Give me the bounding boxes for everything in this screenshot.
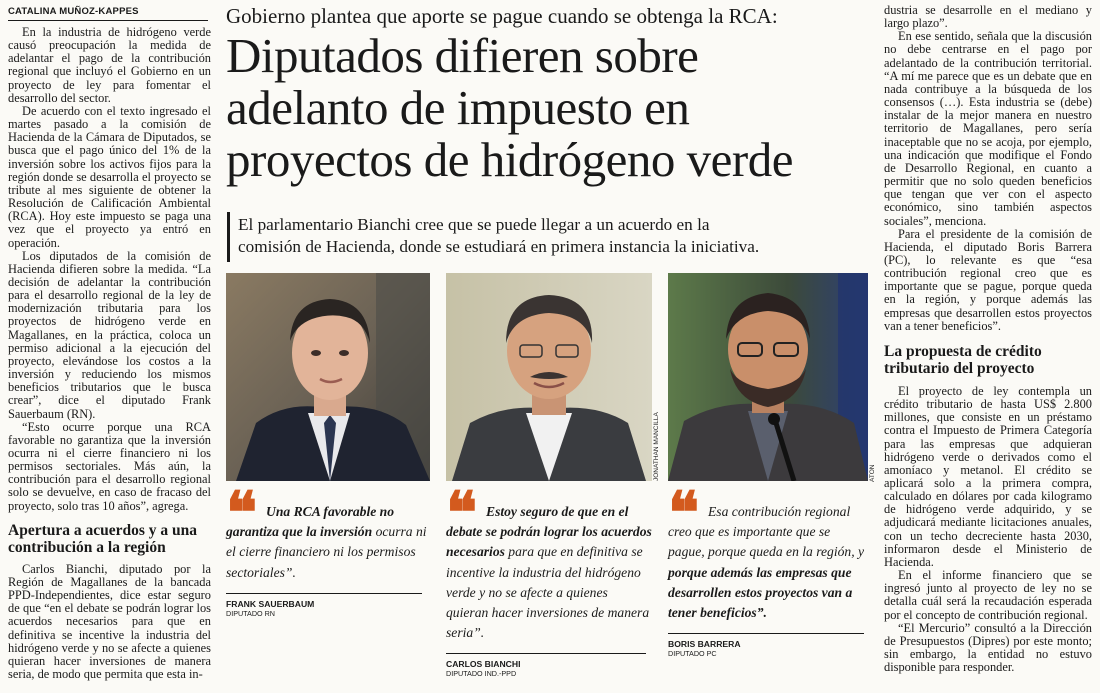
pull-quote-2 bbox=[446, 481, 652, 679]
quote-regular: para que en definitiva se incentive la industria del hidrógeno verde y no se afecte a quienes quieran hacer inversiones de manera seria”. bbox=[446, 544, 650, 641]
paragraph: Para el presidente de la comisión de Hacienda, el diputado Boris Barrera (PC), lo relevante es que “esa contribución regional creo que es importante que se pague, porque queda en la región, y porque además las empresas que desarrollen estos proyectos van a tener beneficios”. bbox=[884, 226, 1092, 333]
photo-frank-sauerbaum bbox=[226, 273, 430, 481]
paragraph: Carlos Bianchi, diputado por la Región de Magallanes de la bancada PPD-Independientes, dice estar seguro de que “en el debate se podrán lograr los acuerdos necesarios para que en definitiva se incentive la industria del hidrógeno verde y no se afecte a quienes quieran hacer inversiones de manera seria, de modo que permita que esta in- bbox=[8, 561, 211, 682]
headline bbox=[226, 30, 866, 186]
photo-boris-barrera bbox=[668, 273, 868, 481]
byline-rule bbox=[8, 20, 208, 21]
paragraph: dustria se desarrolle en el mediano y largo plazo”. bbox=[884, 4, 1092, 31]
deck-line: El parlamentario Bianchi cree que se puede llegar a un acuerdo en la bbox=[238, 215, 710, 234]
quote-mark-icon: ❝ bbox=[446, 481, 478, 546]
quote-mark-icon: ❝ bbox=[668, 481, 700, 546]
quote-bold: Estoy seguro de que en el debate se podrán lograr los acuerdos necesarios bbox=[446, 504, 652, 560]
photo-credit: JONATHAN MANCILLA bbox=[653, 412, 660, 481]
paragraph: “Esto ocurre porque una RCA favorable no garantiza que la inversión ocurra ni el cierre financiero ni los permisos sectoriales. Más aún, la contribución para el desarrollo regional solo se devuelve, en caso de fracaso del proyecto, solo tras 10 años”, agrega. bbox=[8, 419, 211, 513]
quote-mark-icon: ❝ bbox=[226, 481, 258, 546]
quote-role: DIPUTADO RN bbox=[226, 608, 275, 618]
kicker: Gobierno plantea que aporte se pague cuando se obtenga la RCA: bbox=[226, 4, 778, 28]
quote-regular: ocurra ni el cierre financiero ni los permisos sectoriales”. bbox=[226, 524, 427, 580]
headline-line: adelanto de impuesto en bbox=[226, 80, 690, 135]
quote-bold: Una RCA favorable no garantiza que la inversión bbox=[226, 504, 395, 540]
headline-line: Diputados difieren sobre bbox=[226, 28, 699, 83]
paragraph: “El Mercurio” consultó a la Dirección de Presupuestos (Dipres) por este monto; sin embargo, la entidad no estuvo disponible para responder. bbox=[884, 620, 1092, 675]
deck-line: comisión de Hacienda, donde se estudiará en primera instancia la iniciativa. bbox=[238, 237, 760, 256]
right-column bbox=[884, 4, 1092, 693]
left-column bbox=[8, 26, 211, 693]
quote-name: BORIS BARRERA bbox=[668, 639, 741, 650]
quote-role: DIPUTADO IND.-PPD bbox=[446, 669, 517, 679]
paragraph: Los diputados de la comisión de Hacienda difieren sobre la medida. “La decisión de adelantar la contribución para el desarrollo regional de la ley de modernización tributaria para los proyectos de hidrógeno verde en Magallanes, en la práctica, coloca un permiso adicional a la ejecución del proyecto, elevándose los costos a la inversión y reduciendo los mismos beneficios tributarios que le busca crear”, dice el diputado Frank Sauerbaum (RN). bbox=[8, 248, 211, 421]
paragraph: En el informe financiero que se ingresó junto al proyecto de ley no se detalla cuál será la recaudación esperada por el concepto de contribución regional. bbox=[884, 568, 1092, 622]
quote-bold: porque además las empresas que desarrollen estos proyectos van a tener beneficios”. bbox=[668, 564, 853, 621]
deck bbox=[238, 214, 868, 258]
deck-rule bbox=[227, 212, 230, 262]
headline-line: proyectos de hidrógeno verde bbox=[226, 132, 793, 187]
paragraph: El proyecto de ley contempla un crédito tributario de hasta US$ 2.800 millones, que consiste en un préstamo contra el Impuesto de Primera Categoría para las empresas que adquieran hidrógeno verde o derivados como el amoníaco y metanol. El crédito se aplicará solo a la primera compra, calculado en dólares por cada kilogramo de hidrógeno verde adquirido, y se adjudicará mediante licitaciones anuales, con un techo decreciente hasta 2030, informaron desde el Ministerio de Hacienda. bbox=[884, 383, 1092, 569]
quote-text bbox=[446, 502, 652, 643]
quote-regular: Esa contribución regional creo que es importante que se pague, porque queda en la región, y bbox=[668, 504, 865, 560]
photo-credit: ATON bbox=[869, 464, 876, 482]
quote-role: DIPUTADO PC bbox=[668, 649, 717, 659]
quote-rule bbox=[226, 593, 422, 594]
byline: CATALINA MUÑOZ-KAPPES bbox=[8, 6, 139, 17]
section-subhead: Apertura a acuerdos y a una contribución a la región bbox=[8, 521, 198, 556]
quote-name: FRANK SAUERBAUM bbox=[226, 598, 315, 609]
quote-name: CARLOS BIANCHI bbox=[446, 659, 521, 670]
paragraph: De acuerdo con el texto ingresado el martes pasado a la comisión de Hacienda de la Cámara de Diputados, se busca que el pago único del 1% de la inversión sobre los activos fijos para la región donde se desarrolla el proyecto se tribute al mes siguiente de obtener la Resolución de Calificación Ambiental (RCA). Hoy este impuesto se paga una vez que el proyecto ya entró en operación. bbox=[8, 103, 211, 250]
paragraph: En la industria de hidrógeno verde causó preocupación la medida de adelantar el pago de la contribución regional que incluyó el Gobierno en un proyecto de ley para fomentar el desarrollo del sector. bbox=[8, 26, 211, 105]
quote-rule bbox=[668, 633, 864, 634]
quote-rule bbox=[446, 653, 646, 654]
pull-quote-1 bbox=[226, 481, 430, 618]
section-subhead: La propuesta de crédito tributario del proyecto bbox=[884, 342, 1042, 377]
photo-carlos-bianchi bbox=[446, 273, 652, 481]
paragraph: En ese sentido, señala que la discusión no debe centrarse en el pago por adelantado de la contribución territorial. “A mí me parece que es un debate que en nada contribuye a la búsqueda de los consensos (…). Esta industria se (debe) instalar de la mejor manera en nuestro territorio de Magallanes, pero sería inaceptable que no se acoja, por ejemplo, una indicación que modifique el Fondo de Desarrollo Regional, en cuanto a permitir que no solo queden beneficios que tengan que ver con el aspecto económico, sino también aspectos sociales”, menciona. bbox=[884, 29, 1092, 228]
pull-quote-3 bbox=[668, 481, 868, 659]
